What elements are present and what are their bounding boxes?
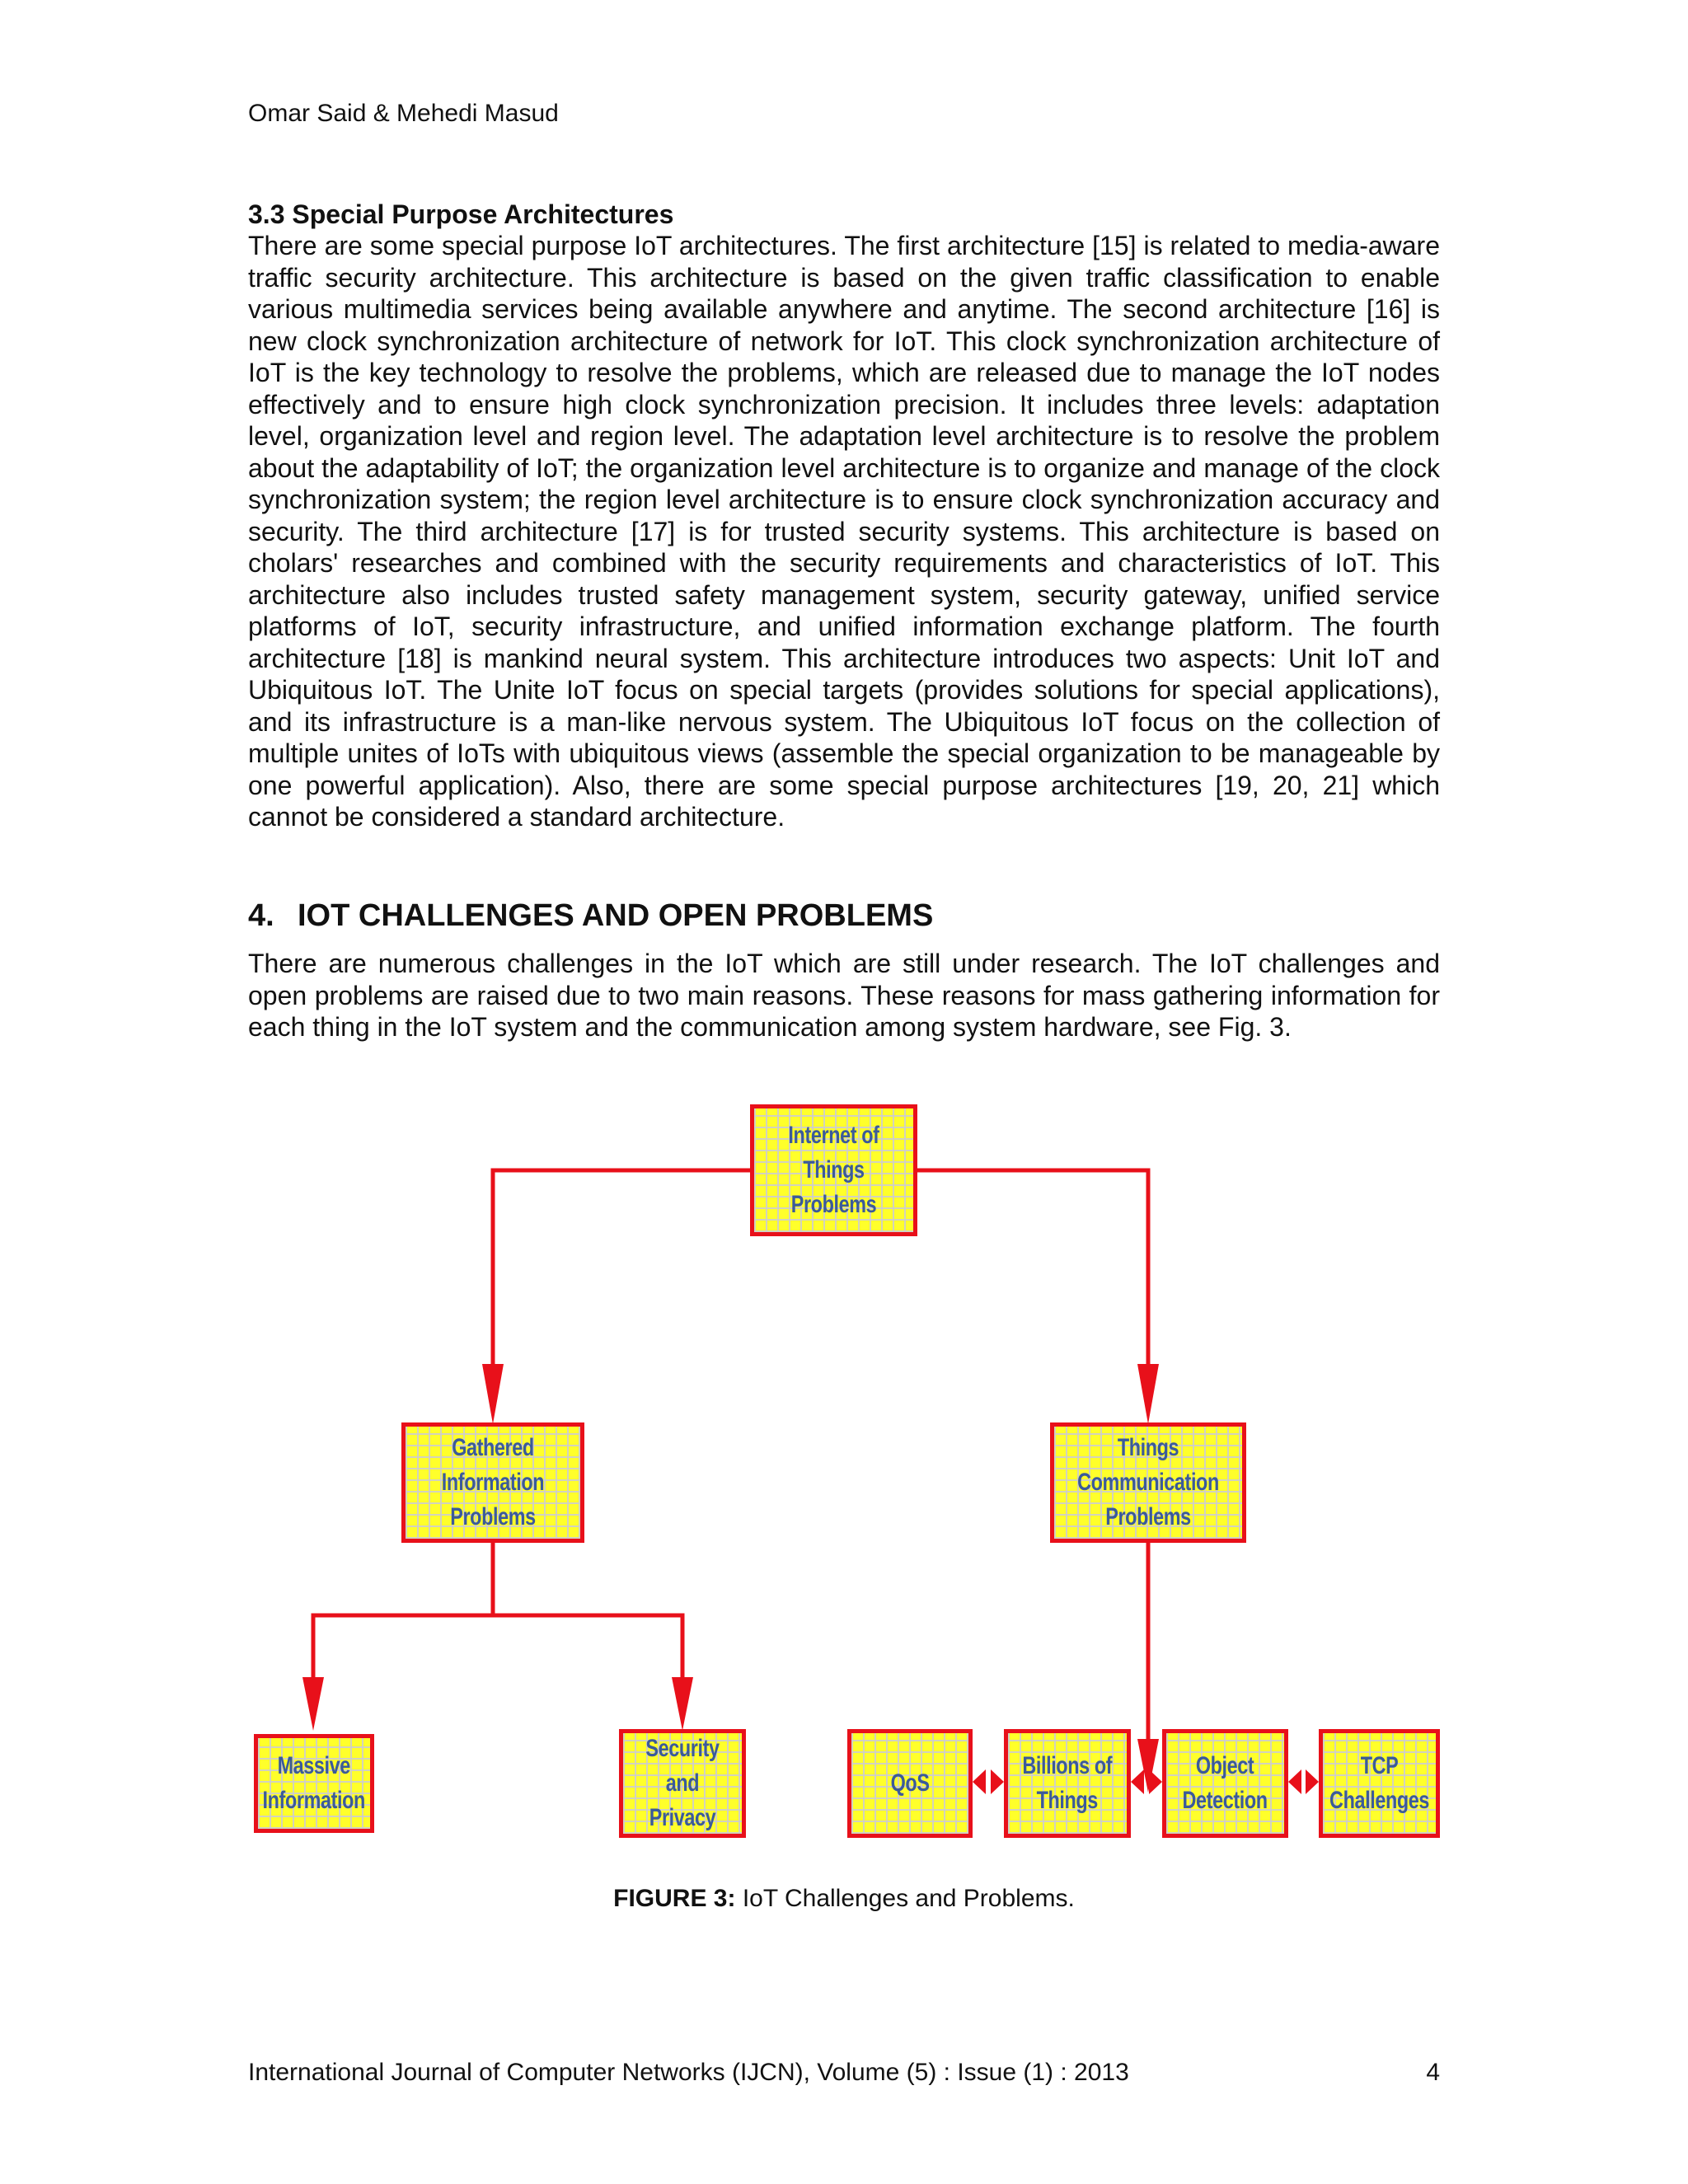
- connector-root-gathered: [493, 1170, 750, 1385]
- arrowhead-things: [1137, 1364, 1159, 1424]
- section-heading-3-3: 3.3 Special Purpose Architectures: [248, 199, 674, 229]
- arrowhead-object-right: [1288, 1769, 1301, 1794]
- arrowhead-gathered: [482, 1364, 504, 1424]
- figure-caption: [0, 1882, 1688, 1915]
- connector-gathered-massive: [313, 1615, 682, 1713]
- node-internet-of-things-problems: Internet of Things Problems: [750, 1104, 917, 1236]
- node-gathered-information-problems: Gathered Information Problems: [401, 1422, 584, 1543]
- arrowhead-security: [672, 1677, 693, 1731]
- section-3-3-paragraph: There are some special purpose IoT architectures. The first architecture [15] is related to media-aware traffic security architecture. This architecture is based on the given traffic classification to enable various multimedia services being available anywhere and anytime. The second architecture [16] is new clock synchronization architecture of network for IoT. This clock synchronization architecture of IoT is the key technology to resolve the problems, which are released due to manage the IoT nodes effectively and to ensure high clock synchronization precision. It includes three levels: adaptation level, organization level and region level. The adaptation level architecture is to resolve the problem about the adaptability of IoT; the organization level architecture is to organize and manage of the clock synchronization system; the region level architecture is to ensure clock synchronization accuracy and security. The third architecture [17] is for trusted security systems. This architecture is based on cholars' researches and combined with the security requirements and characteristics of IoT. This architecture also includes trusted safety management system, security gateway, unified service platforms of IoT, security infrastructure, and unified information exchange platform. The fourth architecture [18] is mankind neural system. This architecture introduces two aspects: Unit IoT and Ubiquitous IoT. The Unite IoT focus on special targets (provides solutions for special applications), and its infrastructure is a man-like nervous system. The Ubiquitous IoT focus on the collection of multiple unites of IoTs with ubiquitous views (assemble the special organization to be manageable by one powerful application). Also, there are some special purpose architectures [19, 20, 21] which cannot be considered a standard architecture.: [248, 231, 1440, 832]
- connector-root-things: [917, 1170, 1148, 1385]
- figure-caption-label: FIGURE 3:: [613, 1885, 736, 1912]
- node-qos: QoS: [847, 1729, 973, 1838]
- arrowhead-tcp-left: [1306, 1769, 1319, 1794]
- node-object-detection: Object Detection: [1162, 1729, 1288, 1838]
- section-title: IOT CHALLENGES AND OPEN PROBLEMS: [298, 898, 934, 933]
- journal-citation: International Journal of Computer Networks (IJCN), Volume (5) : Issue (1) : 2013: [248, 2059, 1129, 2086]
- node-billions-of-things: Billions of Things: [1004, 1729, 1131, 1838]
- section-4-paragraph: There are numerous challenges in the IoT which are still under research. The IoT challenges and open problems are raised due to two main reasons. These reasons for mass gathering information for each thing in the IoT system and the communication among system hardware, see Fig. 3.: [248, 949, 1440, 1042]
- node-tcp-challenges: TCP Challenges: [1319, 1729, 1440, 1838]
- arrowhead-billions-right: [1131, 1769, 1144, 1794]
- node-things-communication-problems: Things Communication Problems: [1050, 1422, 1246, 1543]
- page-number: 4: [1426, 2059, 1440, 2086]
- arrowhead-qos: [973, 1769, 986, 1794]
- node-massive-information: Massive Information: [254, 1734, 374, 1833]
- figure-caption-text: IoT Challenges and Problems.: [735, 1885, 1075, 1912]
- section-heading-4: [248, 897, 933, 935]
- page-footer: [248, 2056, 1440, 2089]
- arrowhead-object-left: [1149, 1769, 1162, 1794]
- arrowhead-massive: [302, 1677, 324, 1731]
- node-security-and-privacy: Security and Privacy: [619, 1729, 746, 1838]
- section-number: 4.: [248, 898, 274, 933]
- running-header: Omar Said & Mehedi Masud: [248, 100, 559, 127]
- arrowhead-billions-left: [991, 1769, 1004, 1794]
- arrowhead-object-from-top: [1137, 1739, 1159, 1793]
